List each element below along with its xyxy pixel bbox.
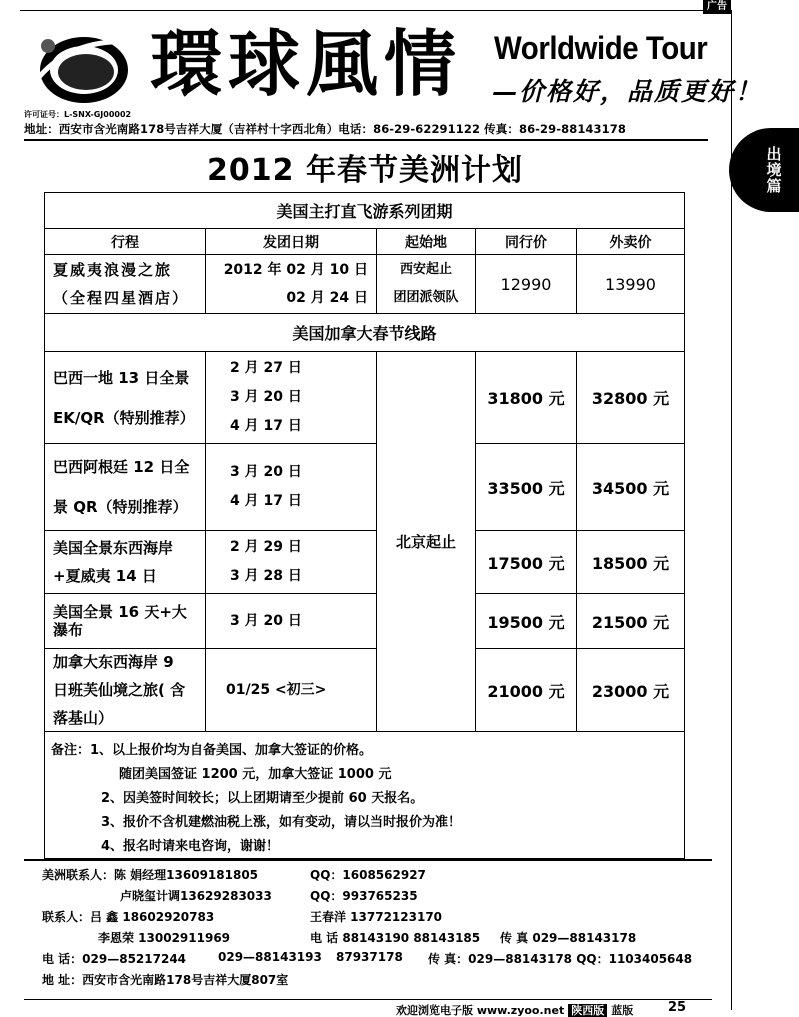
route-line: 巴西一地 13 日全景 [53,368,190,387]
column-header-departure: 发团日期 [206,229,377,255]
date-line: 2 月 29 日 [230,539,302,555]
route-hawaii [45,255,206,314]
route-line: 夏威夷浪漫之旅 [53,261,173,279]
section-tab-outbound [729,128,799,212]
brand-name-cn: 環球風情 [150,21,463,106]
contact-fax: 传 真 029—88143178 [500,931,637,945]
column-header-origin: 起始地 [377,229,476,255]
section-heading-us-direct: 美国主打直飞游系列团期 [45,193,684,229]
contact-qq: QQ：993765235 [310,889,418,903]
note-line: 备注：1、以上报价均为自备美国、加拿大签证的价格。 [51,743,373,758]
contact-americas: 美洲联系人：陈 娟经理13609181805 [42,868,259,882]
retail-price: 18500 元 [577,531,684,594]
dates-brazil-argentina [206,444,377,531]
dates-hawaii [206,255,377,314]
note-line: 3、报价不含机建燃油税上涨，如有变动，请以当时报价为准！ [101,815,462,830]
retail-price: 21500 元 [577,594,684,649]
license-number: 许可证号：L-SNX-GJ00002 [24,110,132,119]
dates-brazil-13 [206,352,377,444]
column-header-retail-price: 外卖价 [577,229,684,255]
footer [396,1002,633,1017]
contact-phone: 电 话：029—85217244 [42,952,187,966]
column-header-peer-price: 同行价 [476,229,577,255]
contact-block [42,866,702,992]
peer-price: 19500 元 [476,594,577,649]
dates-canada-banff [206,649,377,732]
side-tab-char: 出 [766,145,782,163]
date-line: 01/25 <初三> [226,681,327,698]
route-line: +夏威夷 14 日 [53,567,157,585]
retail-price: 13990 [577,255,684,314]
footer-website: 欢迎浏览电子版 www.zyoo.net [396,1004,565,1017]
contact-address: 地 址：西安市含光南路178号吉祥大厦807室 [42,973,289,987]
date-line: 4 月 17 日 [230,493,302,509]
peer-price: 33500 元 [476,444,577,531]
edition-label: 蓝版 [611,1004,634,1017]
date-line: 2 月 27 日 [230,360,302,376]
retail-price: 23000 元 [577,649,684,732]
note-line: 随团美国签证 1200 元，加拿大签证 1000 元 [119,767,392,782]
route-line: 日班芙仙境之旅( 含 [53,681,186,699]
origin-beijing: 北京起止 [377,352,476,732]
section-heading-americas-cny: 美国加拿大春节线路 [45,314,684,352]
date-line: 4 月 17 日 [230,418,302,434]
origin-line: 西安起止 [399,262,452,277]
peer-price: 12990 [476,255,577,314]
route-line: 美国全景 16 天+大 [53,603,187,621]
contact-fax-qq: 传 真：029—88143178 QQ：1103405648 [428,952,693,966]
date-line: 2012 年 02 月 10 日 [223,262,368,278]
contacts-divider [24,859,712,861]
price-table [44,192,685,859]
route-line: 加拿大东西海岸 9 [53,653,174,671]
contact-person: 联系人：吕 鑫 18602920783 [42,910,215,924]
contact-phone: 87937178 [336,950,403,964]
route-brazil-argentina [45,444,206,531]
side-tab-char: 篇 [766,177,782,195]
contact-qq: QQ：1608562927 [310,868,426,882]
peer-price: 17500 元 [476,531,577,594]
route-us-16-falls [45,594,206,649]
contact-planner: 卢晓玺计调13629283033 [120,889,272,903]
header-divider [24,139,708,141]
retail-price: 32800 元 [577,352,684,444]
slogan: —价格好，品质更好！ [492,77,763,106]
route-canada-banff [45,649,206,732]
peer-price: 21000 元 [476,649,577,732]
route-line: 巴西阿根廷 12 日全 [53,458,190,476]
route-line: 美国全景东西海岸 [53,539,174,557]
route-line: 瀑布 [53,621,84,639]
contact-phone: 029—88143193 [218,950,322,964]
globe-logo [26,26,134,108]
dates-us-coasts-hawaii [206,531,377,594]
note-line: 4、报名时请来电咨询，谢谢！ [101,839,280,854]
contact-phone: 电 话 88143190 88143185 [310,931,481,945]
note-line: 2、因美签时间较长；以上团期请至少提前 60 天报名。 [101,791,424,806]
page-number: 25 [668,1000,687,1015]
date-line: 02 月 24 日 [286,290,368,306]
date-line: 3 月 20 日 [230,464,302,480]
contact-person: 王春洋 13772123170 [310,910,443,924]
route-us-coasts-hawaii [45,531,206,594]
ad-tag: 广告 [703,0,731,14]
dates-us-16-falls [206,594,377,649]
route-line: EK/QR（特别推荐） [53,408,195,427]
edition-badge: 陕西版 [568,1004,607,1017]
retail-price: 34500 元 [577,444,684,531]
footer-divider [24,999,712,1000]
origin-hawaii [377,255,476,314]
brand-name-en: Worldwide Tour [494,30,708,66]
page-title: 2012 年春节美洲计划 [207,153,523,188]
date-line: 3 月 20 日 [230,612,302,629]
side-tab-char: 境 [766,161,782,179]
peer-price: 31800 元 [476,352,577,444]
notes [45,739,684,858]
route-line: 落基山） [53,709,114,727]
route-brazil-13 [45,352,206,444]
route-line: （全程四星酒店） [53,289,190,307]
origin-line: 团团派领队 [393,290,459,305]
column-header-route: 行程 [45,229,206,255]
route-line: 景 QR（特别推荐） [53,498,188,516]
contact-person: 李恩荣 13002911969 [98,931,231,945]
company-address: 地址：西安市含光南路178号吉祥大厦（吉祥村十字西北角）电话：86-29-62291122 传真：86-29-88143178 [24,122,626,136]
date-line: 3 月 20 日 [230,389,302,405]
date-line: 3 月 28 日 [230,568,302,584]
